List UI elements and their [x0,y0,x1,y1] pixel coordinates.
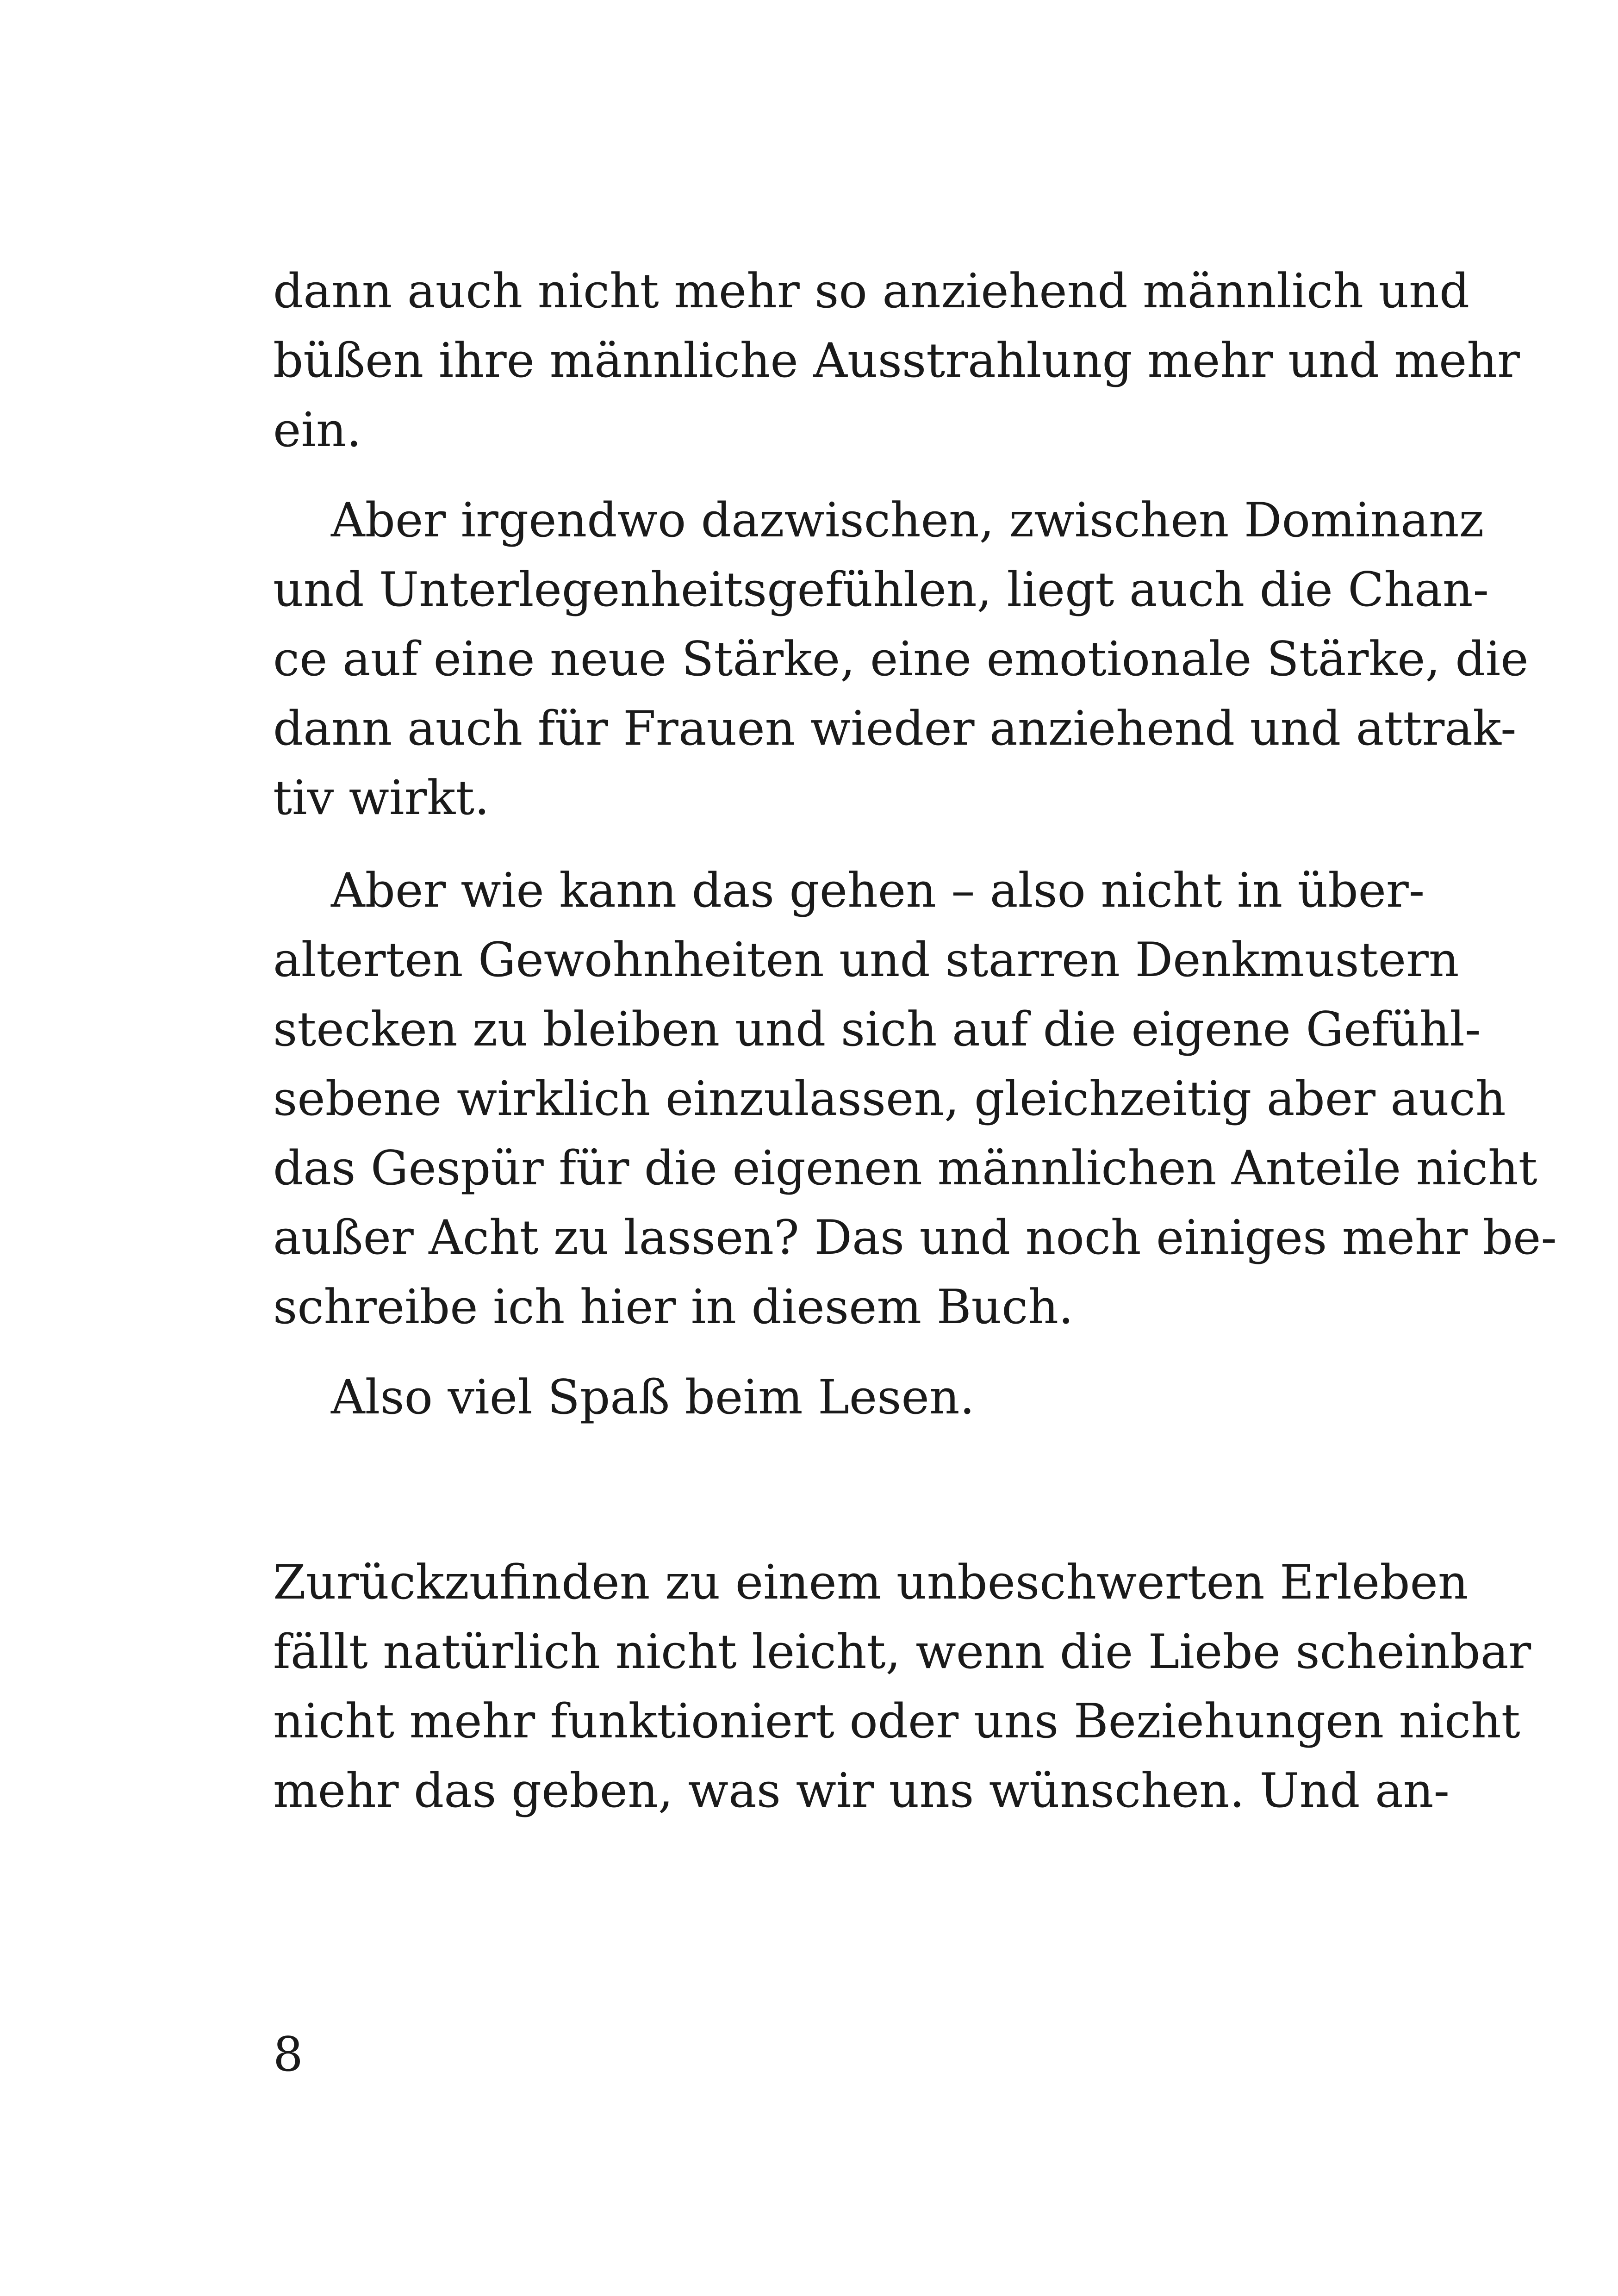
text-line: nicht mehr funktioniert oder uns Beziehungen nicht [273,1694,1520,1749]
text-line: und Unterlegenheitsgefühlen, liegt auch die Chan- [273,562,1489,617]
text-line: fällt natürlich nicht leicht, wenn die Liebe scheinbar [273,1624,1531,1680]
page-number: 8 [273,2027,303,2082]
text-line: Also viel Spaß beim Lesen. [331,1370,975,1425]
text-line: büßen ihre männliche Ausstrahlung mehr und mehr [273,333,1520,388]
text-line: sebene wirklich einzulassen, gleichzeitig aber auch [273,1071,1506,1126]
text-line: dann auch für Frauen wieder anziehend und attrak- [273,701,1517,756]
text-line: ce auf eine neue Stärke, eine emotionale Stärke, die [273,632,1529,687]
text-line: alterten Gewohnheiten und starren Denkmustern [273,933,1459,988]
text-line: das Gespür für die eigenen männlichen Anteile nicht [273,1141,1537,1196]
text-line: außer Acht zu lassen? Das und noch einiges mehr be- [273,1210,1557,1265]
text-line: mehr das geben, was wir uns wünschen. Und an- [273,1763,1450,1818]
text-line: dann auch nicht mehr so anziehend männlich und [273,264,1470,319]
text-line: Aber wie kann das gehen – also nicht in über- [331,863,1425,918]
text-line: schreibe ich hier in diesem Buch. [273,1280,1074,1335]
text-line: tiv wirkt. [273,771,490,826]
text-line: stecken zu bleiben und sich auf die eigene Gefühl- [273,1002,1481,1057]
text-line: ein. [273,403,362,458]
text-line: Zurückzufinden zu einem unbeschwerten Erleben [273,1555,1469,1610]
text-line: Aber irgendwo dazwischen, zwischen Dominanz [331,493,1484,548]
